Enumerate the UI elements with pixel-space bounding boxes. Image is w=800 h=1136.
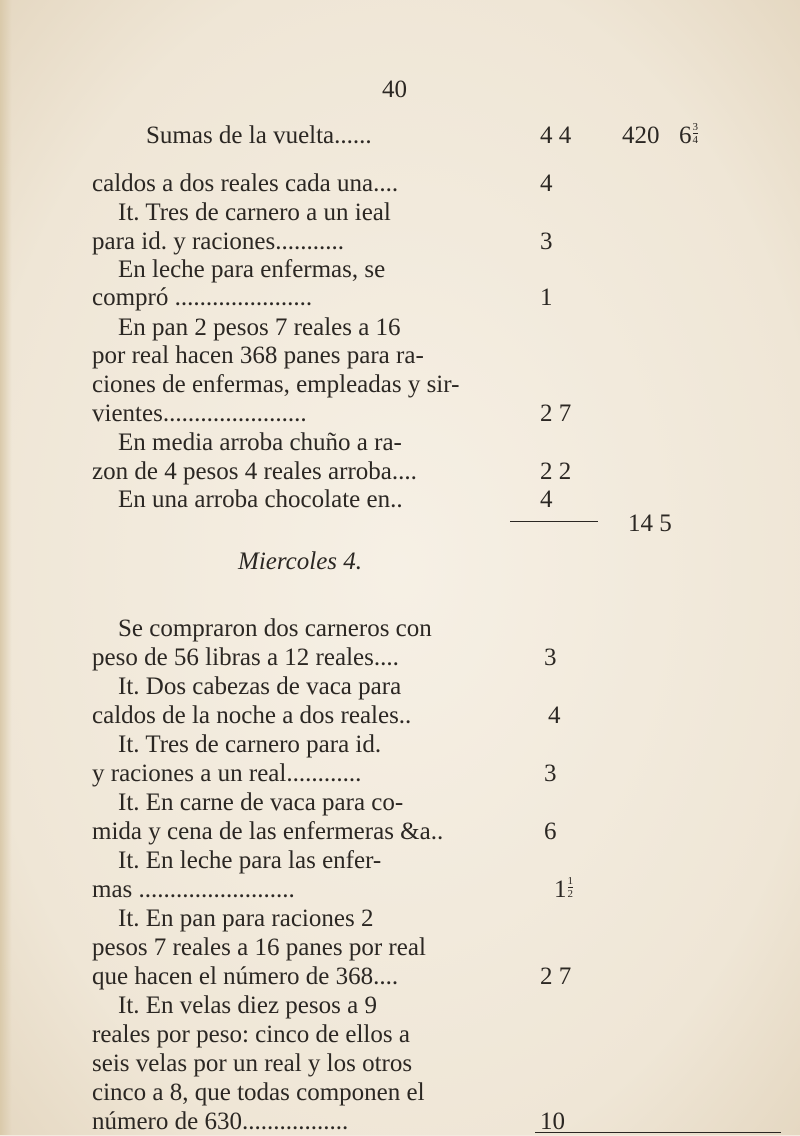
entry-line: y raciones a un real............ [92, 760, 362, 787]
header-col2: 420 [622, 122, 660, 149]
entry-amount: 4 [548, 702, 561, 729]
fraction-denominator: 2 [567, 888, 573, 900]
entry-amount: 2 7 [540, 400, 572, 427]
entry-line: cinco a 8, que todas componen el [92, 1079, 425, 1106]
entry-amount: 10 [540, 1108, 565, 1135]
fraction-numerator: 1 [567, 875, 573, 887]
entry-line: It. Tres de carnero a un ieal [118, 199, 391, 226]
entry-amount: 6 [544, 818, 557, 845]
entry-line: por real hacen 368 panes para ra- [92, 342, 424, 369]
header-col3-fraction [693, 122, 699, 145]
day-heading: Miercoles 4. [238, 548, 363, 575]
entry-line: Se compraron dos carneros con [118, 615, 432, 642]
entry-amount: 2 2 [540, 458, 572, 485]
entry-line: peso de 56 libras a 12 reales.... [92, 644, 399, 671]
entry-line: pesos 7 reales a 16 panes por real [92, 934, 426, 961]
entry-amount: 4 [540, 486, 553, 513]
entry-amount: 3 [544, 644, 557, 671]
entry-line: En leche para enfermas, se [118, 256, 386, 283]
page-edge-shadow [0, 0, 12, 1135]
entry-amount: 3 [540, 228, 553, 255]
page-number: 40 [382, 76, 407, 103]
entry-amount: 3 [544, 760, 557, 787]
amount-fraction [568, 876, 574, 899]
entry-line: ciones de enfermas, empleadas y sir- [92, 371, 460, 398]
entry-amount: 1 [540, 284, 553, 311]
subtotal-rule [510, 521, 598, 522]
entry-amount: 2 7 [540, 963, 572, 990]
fraction-denominator: 4 [692, 134, 698, 146]
total-rule [535, 1132, 781, 1133]
entry-line: It. En carne de vaca para co- [118, 789, 404, 816]
entry-line: It. Tres de carnero para id. [118, 731, 382, 758]
entry-line: It. En pan para raciones 2 [118, 905, 374, 932]
entry-line: mas ......................... [92, 876, 295, 903]
entry-line: que hacen el número de 368.... [92, 963, 399, 990]
entry-line: vientes....................... [92, 400, 307, 427]
entry-line: para id. y raciones........... [92, 228, 345, 255]
entry-line: En una arroba chocolate en.. [118, 486, 403, 513]
entry-line: mida y cena de las enfermeras &a.. [92, 818, 444, 845]
entry-line: It. En leche para las enfer- [118, 847, 382, 874]
entry-line: En media arroba chuño a ra- [118, 429, 402, 456]
entry-line: caldos a dos reales cada una.... [92, 170, 399, 197]
entry-line: zon de 4 pesos 4 reales arroba.... [92, 458, 417, 485]
entry-line: reales por peso: cinco de ellos a [92, 1021, 410, 1048]
entry-amount [554, 876, 573, 904]
fraction-numerator: 3 [692, 121, 698, 133]
subtotal: 14 5 [628, 510, 672, 537]
header-col1: 4 4 [540, 122, 572, 149]
entry-amount: 4 [540, 170, 553, 197]
entry-line: It. En velas diez pesos a 9 [118, 992, 377, 1019]
entry-line: caldos de la noche a dos reales.. [92, 702, 412, 729]
entry-line: número de 630................. [92, 1108, 349, 1135]
entry-line: seis velas por un real y los otros [92, 1050, 413, 1077]
entry-line: En pan 2 pesos 7 reales a 16 [118, 314, 401, 341]
header-col3-whole: 6 [679, 122, 692, 149]
header-label: Sumas de la vuelta...... [146, 122, 372, 149]
entry-line: compró ...................... [92, 284, 313, 311]
header-col3 [679, 122, 698, 150]
amount-whole: 1 [554, 876, 567, 903]
entry-line: It. Dos cabezas de vaca para [118, 673, 402, 700]
